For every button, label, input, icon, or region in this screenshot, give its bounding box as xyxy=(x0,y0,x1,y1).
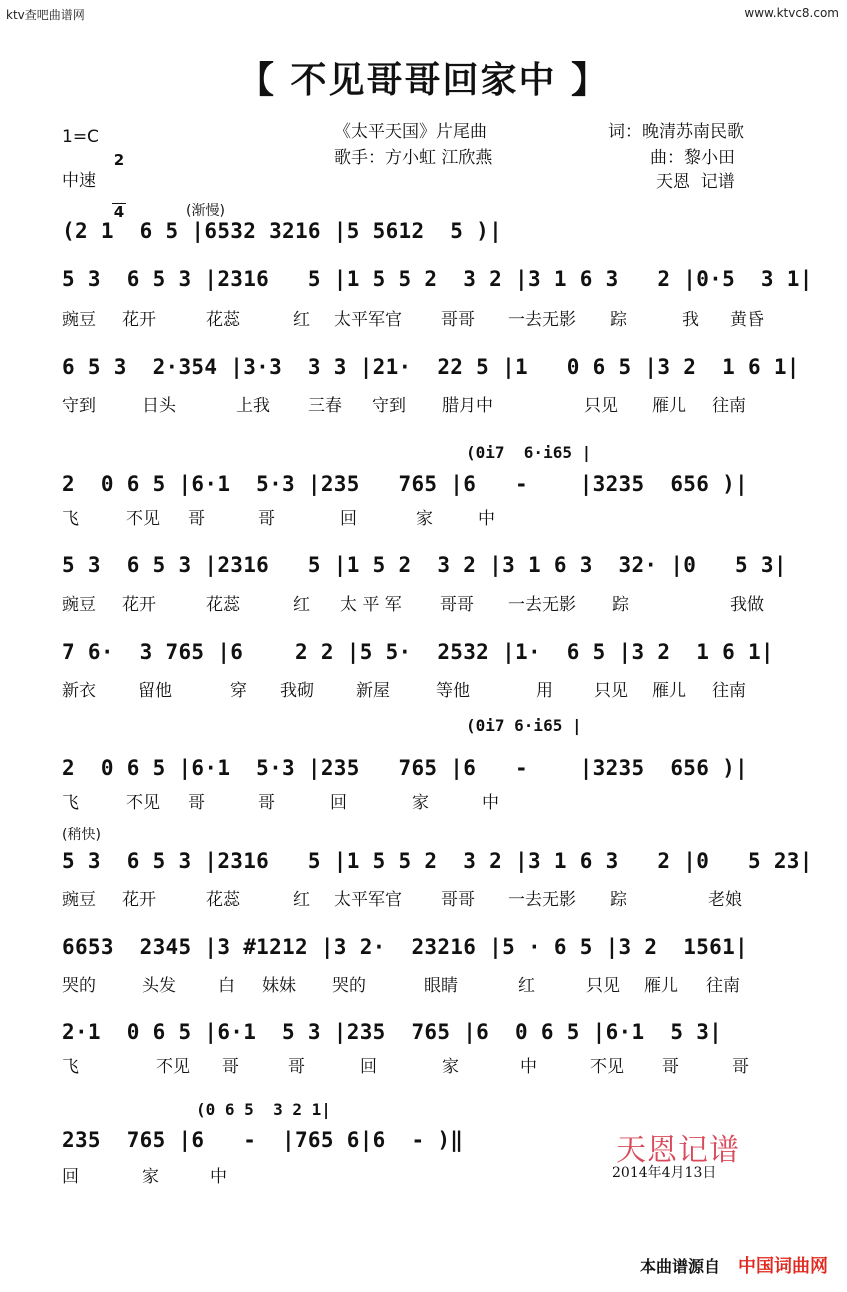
lyric-word: 哥哥 xyxy=(441,310,475,330)
lyric-word: 我砌 xyxy=(280,681,314,701)
lyric-word: 不见 xyxy=(590,1057,624,1077)
lyric-word: 中 xyxy=(520,1057,537,1077)
lyric-word: 踪 xyxy=(610,310,627,330)
lyric-word: 穿 xyxy=(230,681,247,701)
lyric-word: 花蕊 xyxy=(206,595,240,615)
lyric-word: 只见 xyxy=(584,396,618,416)
lyric-word: 家 xyxy=(416,509,433,529)
lyric-word: 雁儿 xyxy=(652,681,686,701)
time-denominator: 4 xyxy=(113,203,125,221)
lyric-word: 新衣 xyxy=(62,681,96,701)
lyric-word: 哥 xyxy=(732,1057,749,1077)
lyric-word: 一去无影 xyxy=(508,310,576,330)
lyric-word: 白 xyxy=(218,976,235,996)
notation-line: 2 0 6 5 |6·1 5·3 |235 765 |6 - |3235 656 )| xyxy=(62,472,748,496)
notation-line: 235 765 |6 - |765 6|6 - )‖ xyxy=(62,1128,464,1152)
singers: 歌手：方小虹 江欣燕 xyxy=(334,148,493,168)
lyric-word: 哥哥 xyxy=(441,890,475,910)
lyric-word: 不见 xyxy=(156,1057,190,1077)
lyric-word: 回 xyxy=(62,1167,79,1187)
lyric-word: 往南 xyxy=(712,396,746,416)
lyric-word: 红 xyxy=(293,595,310,615)
lyric-word: 中 xyxy=(482,793,499,813)
lyric-word: 守到 xyxy=(62,396,96,416)
lyric-word: 中 xyxy=(478,509,495,529)
lyric-word: 我 xyxy=(682,310,699,330)
notation-line: 5 3 6 5 3 |2316 5 |1 5 5 2 3 2 |3 1 6 3 2 |0·5 3 1| xyxy=(62,267,813,291)
lyric-word: 哭的 xyxy=(62,976,96,996)
lyric-word: 花开 xyxy=(122,890,156,910)
lyric-word: 踪 xyxy=(612,595,629,615)
lyric-word: 回 xyxy=(330,793,347,813)
lyric-word: 腊月中 xyxy=(442,396,493,416)
lyric-word: 红 xyxy=(518,976,535,996)
lyric-word: 哥 xyxy=(188,509,205,529)
notation-line: 2·1 0 6 5 |6·1 5 3 |235 765 |6 0 6 5 |6·1 5 3| xyxy=(62,1020,723,1044)
lyric-word: 一去无影 xyxy=(508,890,576,910)
key-signature: 1=C xyxy=(62,127,99,147)
instrumental-interlude: (0 6 5 3 2 1| xyxy=(196,1100,331,1119)
lyric-word: 回 xyxy=(340,509,357,529)
lyric-word: 家 xyxy=(442,1057,459,1077)
notation-line: 6 5 3 2·354 |3·3 3 3 |21· 22 5 |1 0 6 5 |3 2 1 6 1| xyxy=(62,355,800,379)
lyric-word: 守到 xyxy=(372,396,406,416)
lyric-word: 哥 xyxy=(222,1057,239,1077)
lyric-word: 雁儿 xyxy=(652,396,686,416)
site-url-right[interactable]: www.ktvc8.com xyxy=(744,6,839,20)
lyric-word: 哥哥 xyxy=(440,595,474,615)
lyric-word: 花开 xyxy=(122,310,156,330)
lyric-word: 太 平 军 xyxy=(340,595,402,615)
lyric-word: 一去无影 xyxy=(508,595,576,615)
lyric-word: 用 xyxy=(536,681,553,701)
lyric-word: 家 xyxy=(412,793,429,813)
notation-line: 2 0 6 5 |6·1 5·3 |235 765 |6 - |3235 656 )| xyxy=(62,756,748,780)
lyric-word: 黄昏 xyxy=(730,310,764,330)
lyric-word: 留他 xyxy=(138,681,172,701)
time-numerator: 2 xyxy=(113,151,125,169)
transcriber: 天恩 记谱 xyxy=(656,172,735,192)
instrumental-interlude: (0i7 6·i65 | xyxy=(466,716,582,735)
lyric-word: 红 xyxy=(293,890,310,910)
footer-source-label: 本曲谱源自 xyxy=(640,1257,721,1276)
lyric-word: 哥 xyxy=(662,1057,679,1077)
lyric-word: 往南 xyxy=(706,976,740,996)
tempo-mark: 中速 xyxy=(62,171,96,191)
lyric-word: 飞 xyxy=(62,509,79,529)
notation-line: 5 3 6 5 3 |2316 5 |1 5 5 2 3 2 |3 1 6 3 2 |0 5 23| xyxy=(62,849,813,873)
site-name-left[interactable]: ktv查吧曲谱网 xyxy=(6,8,85,22)
lyric-word: 花开 xyxy=(122,595,156,615)
lyric-word: 哥 xyxy=(188,793,205,813)
lyric-word: 三春 xyxy=(308,396,342,416)
song-source: 《太平天国》片尾曲 xyxy=(334,122,487,142)
lyric-word: 豌豆 xyxy=(62,595,96,615)
ritardando-mark: (渐慢) xyxy=(186,203,225,219)
lyric-word: 妹妹 xyxy=(262,976,296,996)
lyric-word: 豌豆 xyxy=(62,890,96,910)
lyric-word: 豌豆 xyxy=(62,310,96,330)
lyric-word: 哥 xyxy=(288,1057,305,1077)
lyric-word: 哭的 xyxy=(332,976,366,996)
lyric-word: 花蕊 xyxy=(206,310,240,330)
notation-line: 5 3 6 5 3 |2316 5 |1 5 2 3 2 |3 1 6 3 32· |0 5 3| xyxy=(62,553,787,577)
lyric-word: 往南 xyxy=(712,681,746,701)
transcription-date: 2014年4月13日 xyxy=(612,1165,717,1181)
lyric-word: 眼睛 xyxy=(424,976,458,996)
lyric-word: 飞 xyxy=(62,793,79,813)
lyric-word: 中 xyxy=(210,1167,227,1187)
lyric-word: 上我 xyxy=(236,396,270,416)
lyric-word: 哥 xyxy=(258,793,275,813)
lyric-word: 花蕊 xyxy=(206,890,240,910)
lyricist: 词：晚清苏南民歌 xyxy=(608,122,744,142)
faster-mark: (稍快) xyxy=(62,827,101,843)
lyric-word: 等他 xyxy=(436,681,470,701)
lyric-word: 回 xyxy=(360,1057,377,1077)
lyric-word: 太平军官 xyxy=(334,890,402,910)
lyric-word: 只见 xyxy=(586,976,620,996)
lyric-word: 老娘 xyxy=(708,890,742,910)
notation-line: 6653 2345 |3 #1212 |3 2· 23216 |5 · 6 5 |3 2 1561| xyxy=(62,935,748,959)
lyric-word: 只见 xyxy=(594,681,628,701)
transcriber-seal: 天恩记谱 xyxy=(616,1133,740,1168)
lyric-word: 哥 xyxy=(258,509,275,529)
lyric-word: 头发 xyxy=(142,976,176,996)
lyric-word: 红 xyxy=(293,310,310,330)
lyric-word: 不见 xyxy=(126,793,160,813)
lyric-word: 我做 xyxy=(730,595,764,615)
lyric-word: 不见 xyxy=(126,509,160,529)
notation-line: 7 6· 3 765 |6 2 2 |5 5· 2532 |1· 6 5 |3 2 1 6 1| xyxy=(62,640,774,664)
lyric-word: 新屋 xyxy=(356,681,390,701)
lyric-word: 太平军官 xyxy=(334,310,402,330)
notation-line: (2 1 6 5 |6532 3216 |5 5612 5 )| xyxy=(62,219,503,243)
lyric-word: 雁儿 xyxy=(644,976,678,996)
page-title: 【 不见哥哥回家中 】 xyxy=(237,60,610,101)
composer: 曲：黎小田 xyxy=(650,148,735,168)
lyric-line xyxy=(62,1162,227,1262)
lyric-word: 家 xyxy=(142,1167,159,1187)
instrumental-interlude: (0i7 6·i65 | xyxy=(466,443,592,462)
footer-brand-link[interactable]: 中国词曲网 xyxy=(738,1256,828,1277)
lyric-word: 飞 xyxy=(62,1057,79,1077)
lyric-word: 日头 xyxy=(142,396,176,416)
lyric-word: 踪 xyxy=(610,890,627,910)
